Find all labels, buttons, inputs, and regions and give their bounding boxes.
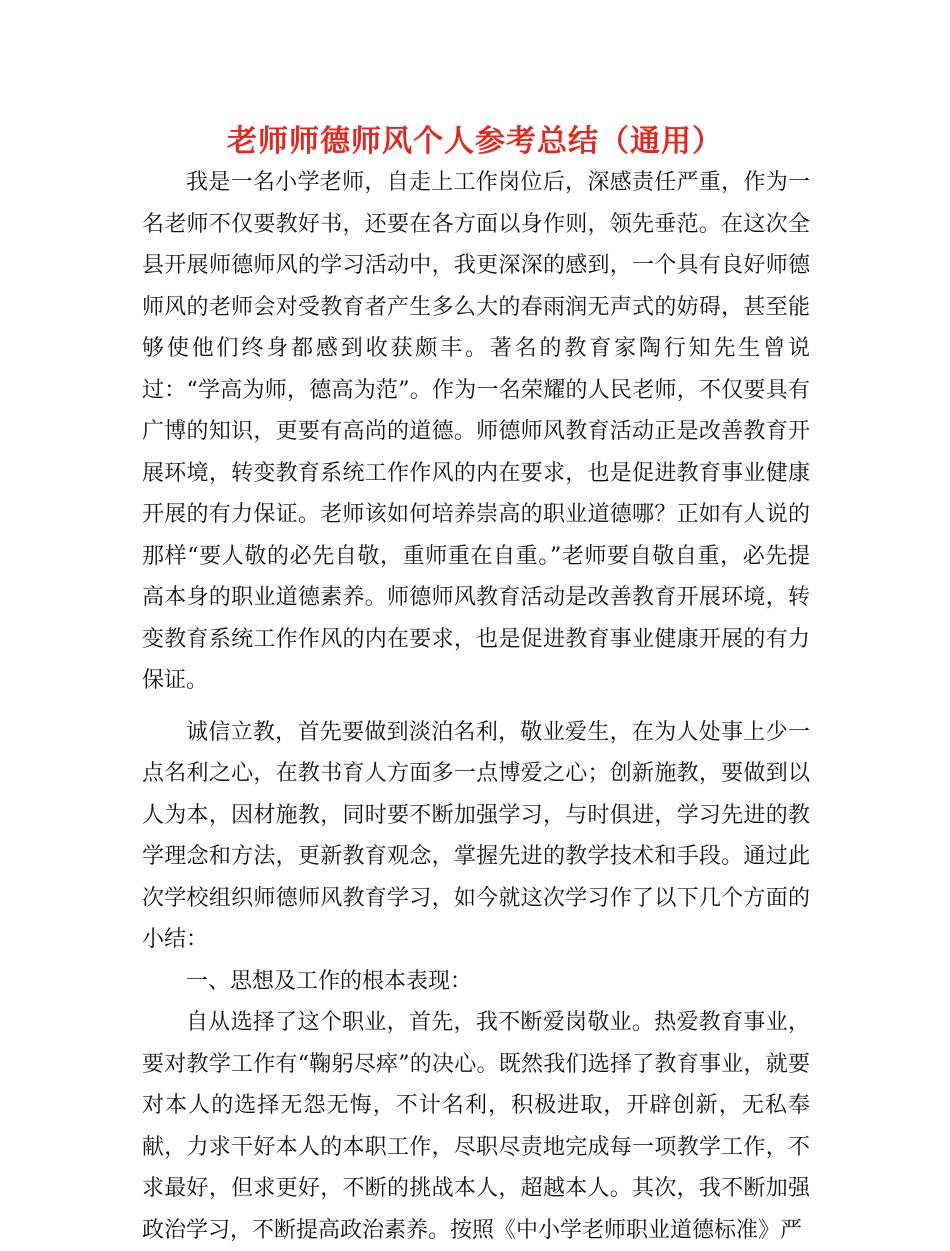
document-title: 老师师德师风个人参考总结（通用） (227, 124, 723, 159)
paragraph-integrity: 诚信立教，首先要做到淡泊名利，敬业爱生，在为人处事上少一点名利之心，在教书育人方面多一点博爱之心；创新施教，要做到以人为本，因材施教，同时要不断加强学习，与时俱进，学习先进的教学理念和方法，更新教育观念，掌握先进的教学技术和手段。通过此次学校组织师德师风教育学习，如今就这次学习作了以下几个方面的小结： (142, 719, 810, 952)
document-body (142, 162, 810, 1251)
section-heading-1: 一、思想及工作的根本表现： (186, 968, 473, 994)
paragraph-dedication: 自从选择了这个职业，首先，我不断爱岗敬业。热爱教育事业，要对教学工作有“鞠躬尽瘁”的决心。既然我们选择了教育事业，就要对本人的选择无怨无悔，不计名利，积极进取，开辟创新，无私奉献，力求干好本人的本职工作，尽职尽责地完成每一项教学工作，不求最好，但求更好，不断的挑战本人，超越本人。其次，我不断加强政治学习，不断提高政治素养。按照《中小学老师职业道德标准》严 (142, 1010, 810, 1243)
paragraph-intro: 我是一名小学老师，自走上工作岗位后，深感责任严重，作为一名老师不仅要教好书，还要在各方面以身作则，领先垂范。在这次全县开展师德师风的学习活动中，我更深深的感到，一个具有良好师德师风的老师会对受教育者产生多么大的春雨润无声式的妨碍，甚至能够使他们终身都感到收获颇丰。著名的教育家陶行知先生曾说过：“学高为师，德高为范”。作为一名荣耀的人民老师，不仅要具有广博的知识，更要有高尚的道德。师德师风教育活动正是改善教育开展环境，转变教育系统工作作风的内在要求，也是促进教育事业健康开展的有力保证。老师该如何培养崇高的职业道德哪？正如有人说的那样“要人敬的必先自敬，重师重在自重。”老师要自敬自重，必先提高本身的职业道德素养。师德师风教育活动是改善教育开展环境，转变教育系统工作作风的内在要求，也是促进教育事业健康开展的有力保证。 (142, 170, 810, 693)
